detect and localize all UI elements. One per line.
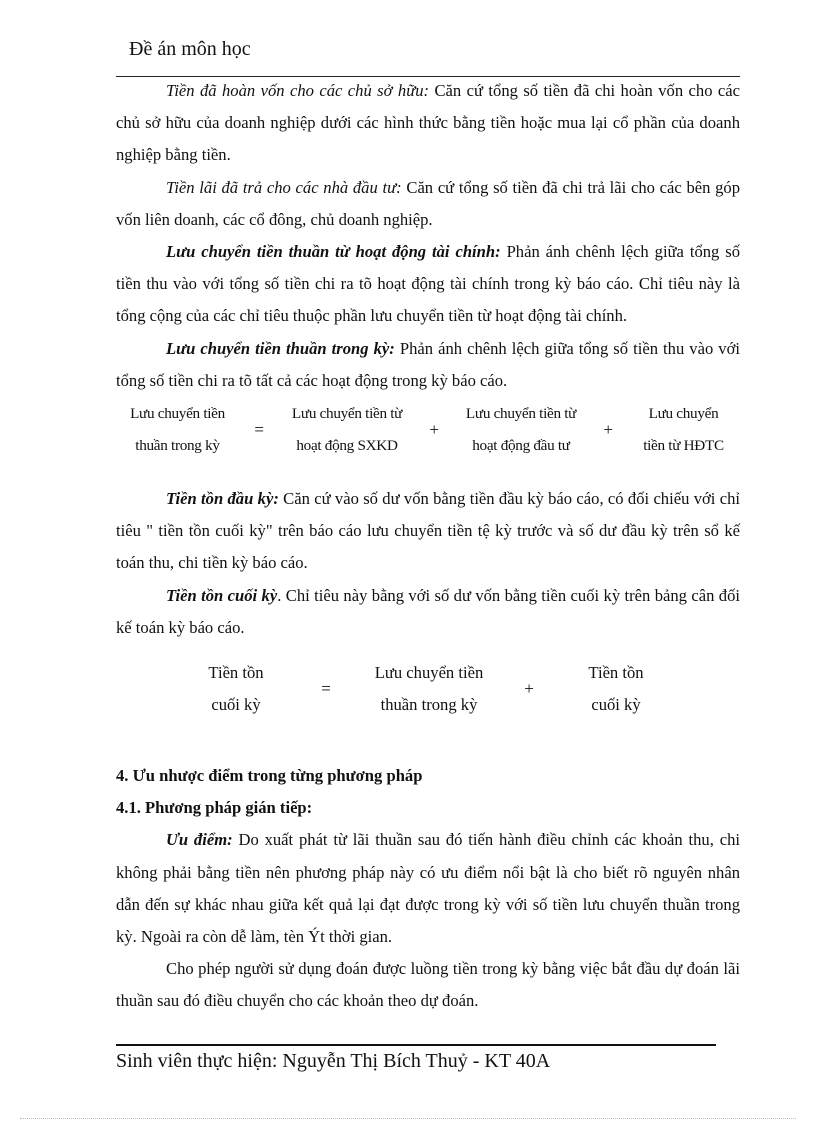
paragraph-net-financing-flow — [116, 236, 740, 333]
equation-closing-cash — [116, 656, 740, 722]
paragraph-net-period-flow — [116, 333, 740, 397]
term-advantages: Ưu điểm: — [166, 830, 233, 850]
paragraph-text: Phản ánh chênh lệch giữa tổng số tiền thu vào với tổng số tiền chi ra tõ hoạt động tài chính trong kỳ báo cáo. Chỉ tiêu này là tổng cộng của các chỉ tiêu thuộc phần lưu chuyển tiền từ hoạt động tài chính. — [116, 242, 741, 326]
term-opening-cash: Tiền tồn đầu kỳ: — [166, 489, 279, 509]
plus-sign: + — [429, 419, 439, 439]
equation-term — [354, 657, 504, 721]
paragraph-closing-cash — [116, 580, 740, 644]
equation-term-line: cuối kỳ — [211, 695, 261, 715]
paragraph-text: Do xuất phát từ lãi thuần sau đó tiến hành điều chỉnh các khoản thu, chi không phải bằng tiền nên phương pháp này có ưu điểm nổi bật là cho biết rõ nguyên nhân dẫn đến sự khác nhau giữa kết quả lại đạt được trong kỳ với số tiền lưu chuyển thuần trong kỳ. Ngoài ra còn dễ làm, tèn Ýt thời gian. — [116, 830, 740, 947]
equation-term-line: thuần trong kỳ — [135, 437, 220, 455]
term-net-period-flow: Lưu chuyển tiền thuần trong kỳ: — [166, 338, 395, 358]
plus-sign: + — [603, 419, 613, 439]
paragraph-interest-paid — [116, 172, 740, 236]
paragraph-advantages — [116, 824, 740, 953]
equation-term-line: Tiền tồn — [208, 663, 264, 683]
paragraph-forecast: Cho phép người sử dụng đoán được luồng tiền trong kỳ bằng việc bắt đầu dự đoán lãi thuần sau đó điều chuyển cho các khoản theo dự đoán. — [116, 959, 740, 1011]
equals-sign: = — [254, 419, 264, 439]
term-capital-repaid: Tiền đã hoàn vốn cho các chủ sở hữu: — [166, 81, 430, 100]
plus-sign: + — [524, 678, 534, 698]
equation-term-line: hoạt động đầu tư — [472, 437, 570, 455]
equation-term-line: Lưu chuyển — [648, 405, 719, 423]
equation-term-line: cuối kỳ — [591, 695, 641, 715]
paragraph-opening-cash — [116, 483, 740, 580]
equation-term — [174, 657, 298, 721]
paragraph-text: . Chỉ tiêu này bằng với số dư vốn bằng tiền cuối kỳ trên bảng cân đối kế toán kỳ báo cáo. — [116, 585, 740, 637]
document-body — [116, 75, 740, 1018]
equation-term — [279, 398, 415, 462]
paragraph-text: Căn cứ tổng số tiền đã chi hoàn vốn cho các chủ sở hữu của doanh nghiệp dưới các hình thức bằng tiền hoặc mua lại cổ phần của doanh nghiệp bằng tiền. — [116, 81, 740, 165]
equation-term-line: Lưu chuyển tiền — [130, 405, 225, 423]
paragraph-text: Căn cứ vào số dư vốn bằng tiền đầu kỳ báo cáo, có đối chiếu với chỉ tiêu " tiền tồn cuối kỳ" trên báo cáo lưu chuyển tiền tệ kỳ trước và số dư đầu kỳ trên sổ kế toán thu, chi tiền kỳ báo cáo. — [116, 489, 740, 573]
equation-term-line: tiền từ HĐTC — [643, 437, 724, 455]
equation-term — [554, 657, 678, 721]
paragraph-text: Căn cứ tổng số tiền đã chi trả lãi cho các bên góp vốn liên doanh, các cổ đông, chủ doanh nghiệp. — [116, 177, 740, 229]
equals-sign: = — [321, 678, 331, 698]
equation-term-line: Lưu chuyển tiền — [374, 663, 484, 683]
footer-author: Sinh viên thực hiện: Nguyễn Thị Bích Thuỷ - KT 40A — [116, 1050, 551, 1072]
equation-term-line: thuần trong kỳ — [380, 695, 478, 715]
equation-term — [116, 398, 239, 462]
equation-term — [627, 398, 740, 462]
paragraph-text: Phản ánh chênh lệch giữa tổng số tiền thu vào với tổng số tiền chi ra tõ tất cả các hoạt động trong kỳ báo cáo. — [116, 338, 740, 390]
equation-term-line: hoạt động SXKD — [296, 437, 398, 455]
paragraph-capital-repaid — [116, 75, 740, 172]
equation-term — [453, 398, 589, 462]
section-heading-4: 4. Ưu nhược điểm trong từng phương pháp — [116, 766, 423, 786]
term-closing-cash: Tiền tồn cuối kỳ — [166, 585, 278, 605]
equation-term-line: Lưu chuyển tiền từ — [465, 405, 577, 423]
header-title: Đề án môn học — [129, 38, 251, 60]
section-heading-4-1: 4.1. Phương pháp gián tiếp: — [116, 798, 313, 818]
equation-net-cash-flow — [116, 397, 740, 463]
page-bottom-edge — [20, 1118, 796, 1119]
term-interest-paid: Tiền lãi đã trả cho các nhà đầu tư: — [166, 177, 402, 197]
equation-term-line: Lưu chuyển tiền từ — [291, 405, 403, 423]
term-net-financing-flow: Lưu chuyển tiền thuần từ hoạt động tài chính: — [166, 242, 501, 262]
equation-term-line: Tiền tồn — [588, 663, 644, 683]
